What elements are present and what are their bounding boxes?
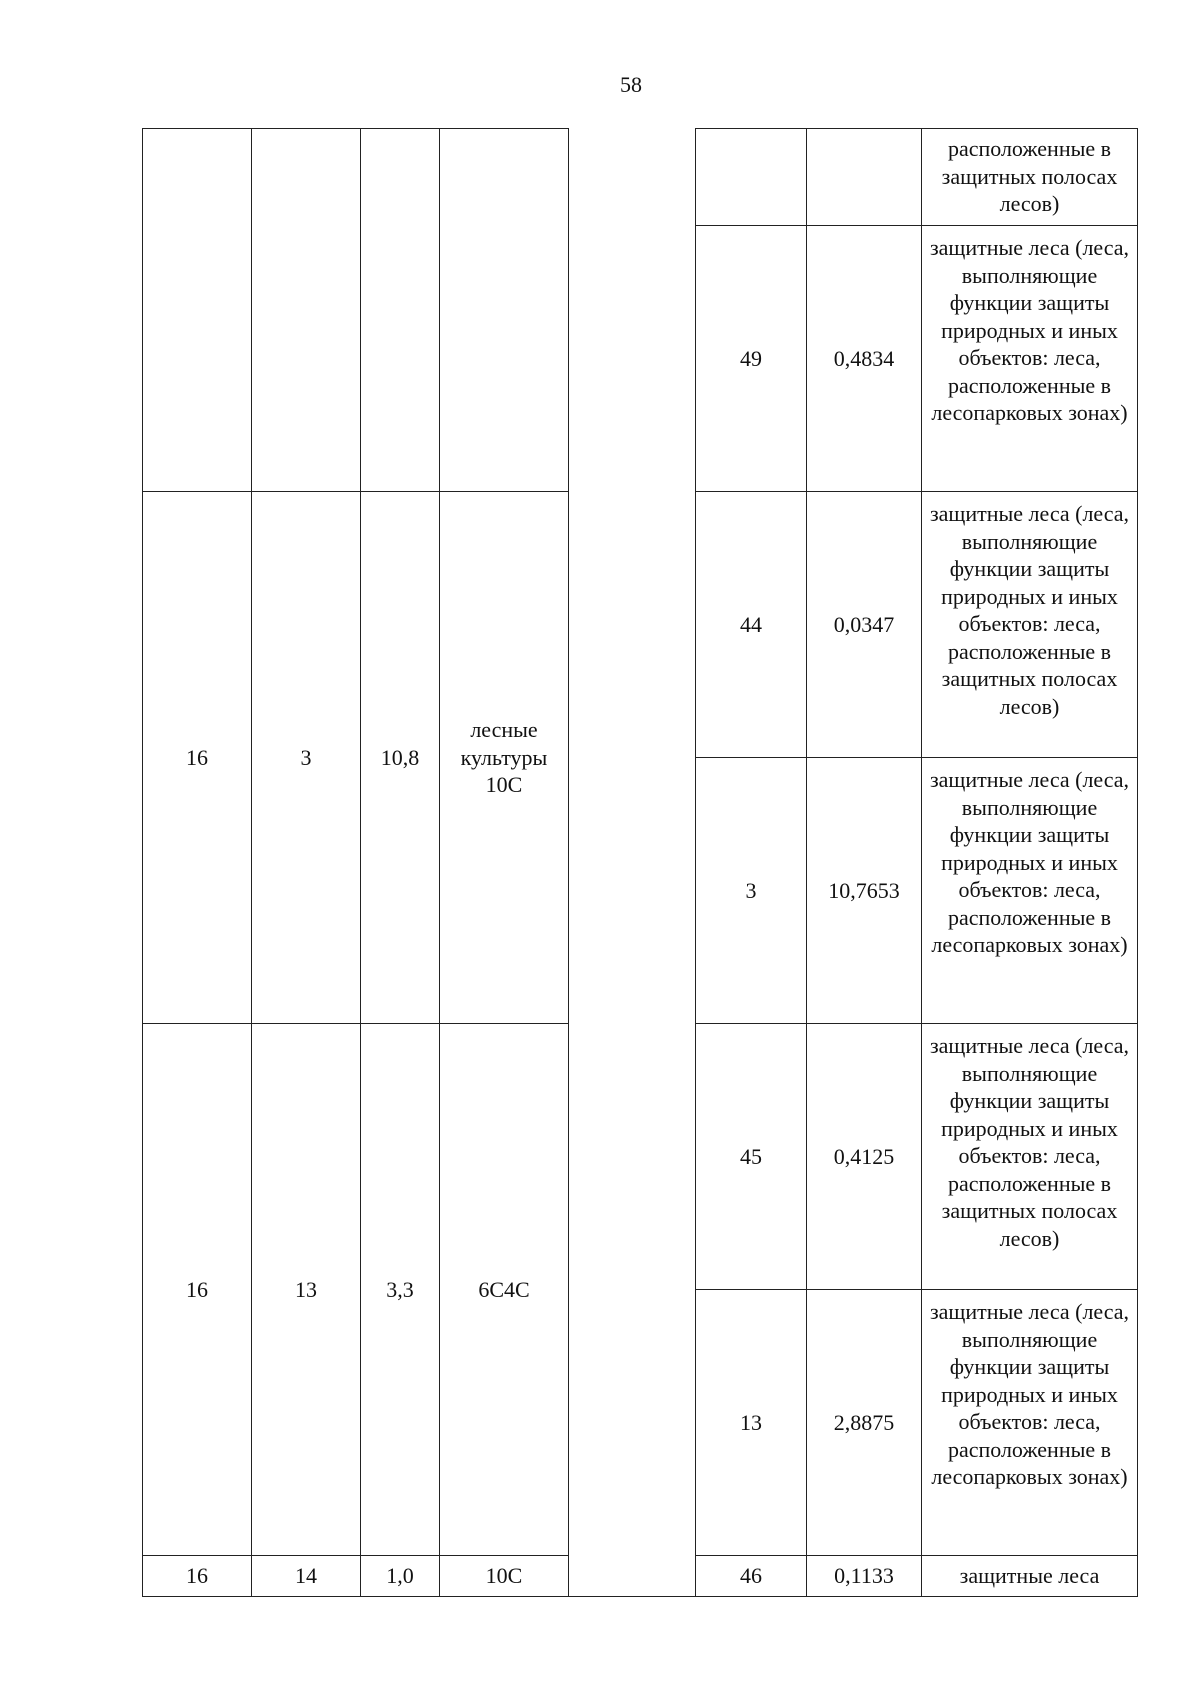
new-plot-number-cell: 45 (696, 1024, 807, 1290)
composition-cell: 10С (440, 1556, 569, 1597)
vydel-cell (252, 129, 361, 492)
new-plot-area-cell: 0,0347 (807, 492, 922, 758)
forest-category-cell: защитные леса (леса, выполняющие функции защиты природных и иных объектов: леса, расположенные в лесопарковых зонах) (922, 1290, 1138, 1556)
composition-cell (440, 129, 569, 492)
forest-category-cell: защитные леса (леса, выполняющие функции защиты природных и иных объектов: леса, расположенные в защитных полосах лесов) (922, 1024, 1138, 1290)
vydel-cell: 13 (252, 1024, 361, 1556)
composition-cell: лесные культуры 10С (440, 492, 569, 1024)
forest-category-cell: защитные леса (922, 1556, 1138, 1597)
new-plot-area-cell: 2,8875 (807, 1290, 922, 1556)
forest-category-cell: защитные леса (леса, выполняющие функции защиты природных и иных объектов: леса, расположенные в лесопарковых зонах) (922, 226, 1138, 492)
new-plot-area-cell: 0,4834 (807, 226, 922, 492)
vydel-cell: 3 (252, 492, 361, 1024)
forest-category-cell: защитные леса (леса, выполняющие функции защиты природных и иных объектов: леса, расположенные в защитных полосах лесов) (922, 492, 1138, 758)
new-plot-area-cell: 10,7653 (807, 758, 922, 1024)
area-cell: 3,3 (361, 1024, 440, 1556)
area-cell: 10,8 (361, 492, 440, 1024)
forest-plots-table (142, 128, 1138, 1597)
new-plot-number-cell: 44 (696, 492, 807, 758)
new-plot-number-cell: 49 (696, 226, 807, 492)
vydel-cell: 14 (252, 1556, 361, 1597)
new-plot-number-cell: 46 (696, 1556, 807, 1597)
table-row (143, 129, 1138, 226)
new-plot-number-cell (696, 129, 807, 226)
new-plot-number-cell: 13 (696, 1290, 807, 1556)
kvartal-cell: 16 (143, 492, 252, 1024)
new-plot-area-cell: 0,4125 (807, 1024, 922, 1290)
forest-category-cell: расположенные в защитных полосах лесов) (922, 129, 1138, 226)
page-number: 58 (620, 72, 642, 97)
kvartal-cell: 16 (143, 1556, 252, 1597)
kvartal-cell: 16 (143, 1024, 252, 1556)
forest-category-cell: защитные леса (леса, выполняющие функции защиты природных и иных объектов: леса, расположенные в лесопарковых зонах) (922, 758, 1138, 1024)
area-cell: 1,0 (361, 1556, 440, 1597)
area-cell (361, 129, 440, 492)
new-plot-area-cell (807, 129, 922, 226)
kvartal-cell (143, 129, 252, 492)
new-plot-area-cell: 0,1133 (807, 1556, 922, 1597)
spacer-cell (569, 129, 696, 1597)
new-plot-number-cell: 3 (696, 758, 807, 1024)
composition-cell: 6С4С (440, 1024, 569, 1556)
